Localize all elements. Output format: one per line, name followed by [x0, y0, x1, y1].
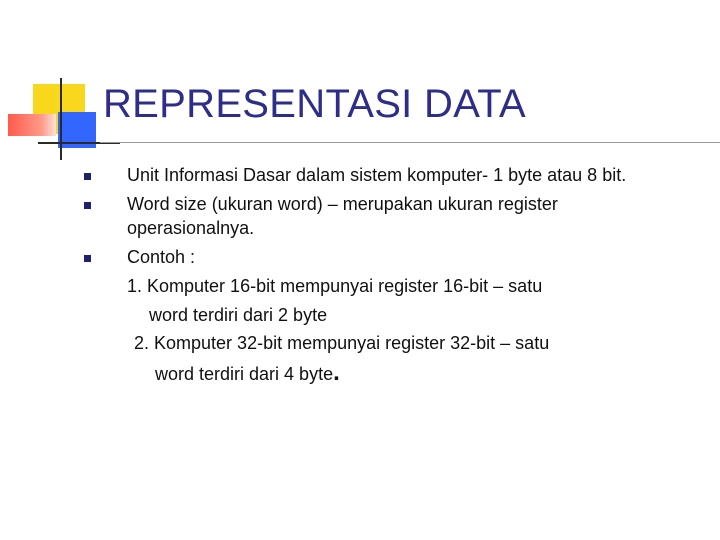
title-divider	[100, 142, 720, 143]
example-line: 2. Komputer 32-bit mempunyai register 32-bit – satu	[134, 333, 550, 353]
final-period: .	[333, 359, 340, 386]
square-bullet-icon	[84, 255, 91, 262]
logo-red-bar	[8, 114, 56, 136]
decorative-logo	[0, 0, 120, 170]
bullet-text: Unit Informasi Dasar dalam sistem komputer- 1 byte atau 8 bit.	[127, 165, 627, 185]
example-line-text: word terdiri dari 4 byte	[155, 364, 334, 384]
square-bullet-icon	[84, 202, 91, 209]
example-line-last	[155, 361, 340, 387]
logo-vertical-line	[60, 78, 62, 160]
bullet-text-continuation: operasionalnya.	[127, 217, 255, 238]
example-line: 1. Komputer 16-bit mempunyai register 16-bit – satu	[127, 276, 543, 296]
bullet-text: Word size (ukuran word) – merupakan ukuran register	[127, 194, 558, 214]
slide-title: REPRESENTASI DATA	[103, 82, 526, 126]
example-line: word terdiri dari 2 byte	[149, 305, 328, 325]
bullet-text: Contoh :	[127, 247, 196, 267]
square-bullet-icon	[84, 173, 91, 180]
